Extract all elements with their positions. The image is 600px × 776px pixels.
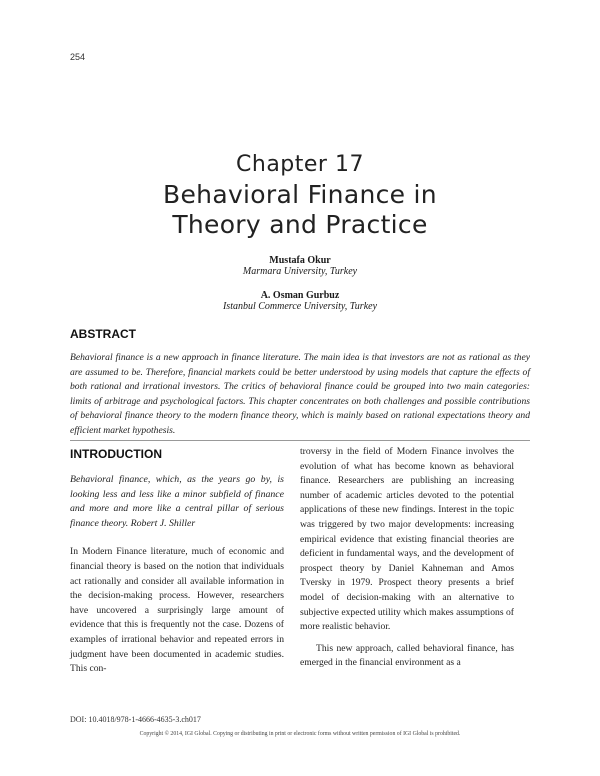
abstract-heading: ABSTRACT bbox=[70, 327, 136, 341]
doi: DOI: 10.4018/978-1-4666-4635-3.ch017 bbox=[70, 715, 201, 724]
epigraph: Behavioral finance, which, as the years go by, is looking less and less like a minor subfield of finance and more and more like a central pillar of serious finance theory. Robert J. Shiller bbox=[70, 474, 284, 529]
author-affiliation: Marmara University, Turkey bbox=[242, 266, 358, 277]
page-number: 254 bbox=[70, 52, 86, 62]
intro-paragraph: troversy in the field of Modern Finance involves the evolution of what has become known as behavioral finance. Researchers are publishing an increasing number of academic articles devoted to the potential applications of these new findings. Interest in the topic was triggered by two major developments: increasing empirical evidence that existing financial theories are deficient in fundamental ways, and the development of prospect theory by Daniel Kahneman and Amos Tversky in 1979. Prospect theory presents a brief model of decision-making with an alternative to subjective expected utility which makes assumptions of more realistic behavior. bbox=[300, 446, 514, 633]
author-block-1 bbox=[0, 255, 600, 277]
copyright-notice: Copyright © 2014, IGI Global. Copying or distributing in print or electronic forms without written permission of IGI Global is prohibited. bbox=[139, 731, 461, 737]
author-block-2 bbox=[0, 290, 600, 312]
author-name: Mustafa Okur bbox=[269, 255, 331, 266]
introduction-heading: INTRODUCTION bbox=[70, 447, 162, 461]
chapter-title-line-1: Behavioral Finance in bbox=[163, 180, 437, 209]
chapter-title-line-2: Theory and Practice bbox=[172, 210, 428, 239]
intro-paragraph: In Modern Finance literature, much of economic and financial theory is based on the notion that individuals act rationally and consider all available information in the decision-making process. However, researchers have uncovered a surprisingly large amount of evidence that this is frequently not the case. Dozens of examples of irrational behavior and repeated errors in judgment have been documented in academic studies. This con- bbox=[70, 546, 284, 675]
author-name: A. Osman Gurbuz bbox=[260, 290, 340, 301]
intro-paragraph: This new approach, called behavioral finance, has emerged in the financial environment as a bbox=[300, 642, 514, 669]
chapter-title bbox=[0, 180, 600, 240]
chapter-label: Chapter 17 bbox=[236, 152, 364, 177]
abstract-text: Behavioral finance is a new approach in finance literature. The main idea is that investors are not as rational as they are assumed to be. Therefore, financial markets could be better understood by using models that capture the effects of both rational and irrational investors. The critics of behavioral finance could be grouped into two main categories: limits of arbitrage and psychological factors. This chapter concentrates on both challenges and possible contributions of behavioral finance theory to the modern finance theory, which is mainly based on rational expectations theory and efficient market hypothesis. bbox=[70, 352, 530, 436]
author-affiliation: Istanbul Commerce University, Turkey bbox=[222, 301, 378, 312]
right-column bbox=[300, 445, 514, 671]
divider bbox=[70, 440, 530, 441]
left-column bbox=[70, 473, 284, 677]
